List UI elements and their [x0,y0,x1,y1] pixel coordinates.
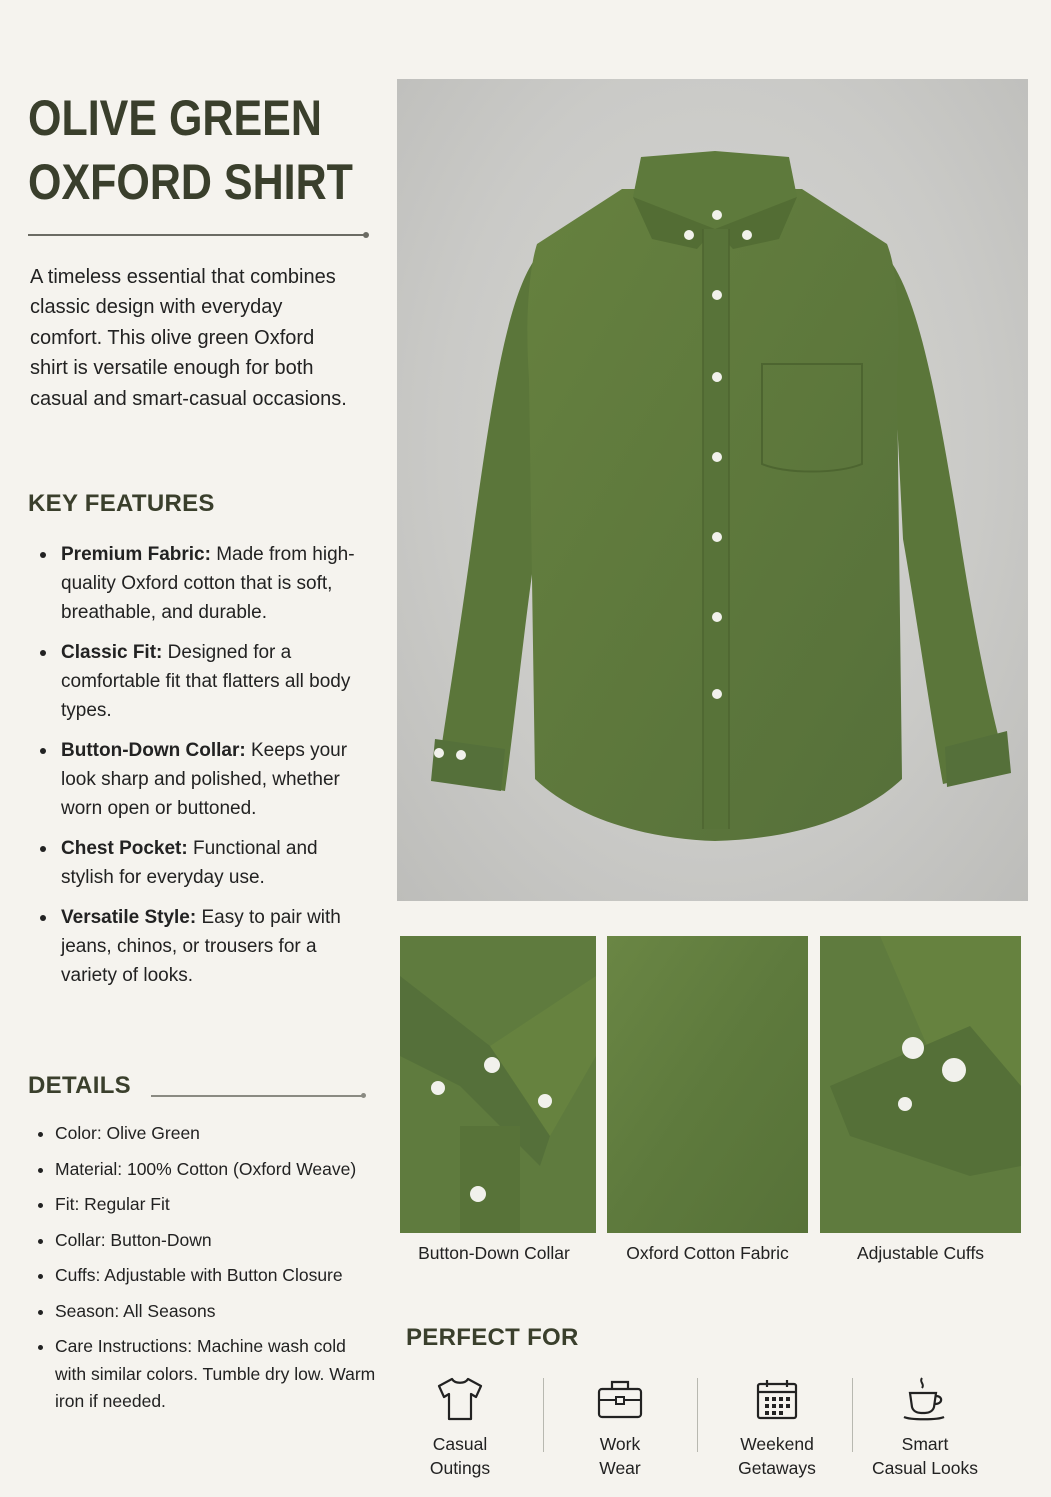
title-line-2: OXFORD SHIRT [28,154,353,210]
perfect-for-label: Work [599,1434,641,1454]
tshirt-icon [435,1376,485,1422]
perfect-for-heading: PERFECT FOR [406,1324,579,1351]
detail-item: Season: All Seasons [36,1298,376,1326]
feature-item [38,736,368,823]
briefcase-icon [595,1376,645,1422]
details-divider [151,1095,363,1097]
feature-label: Versatile Style: [61,907,197,928]
detail-item: Cuffs: Adjustable with Button Closure [36,1262,376,1290]
divider [852,1378,853,1452]
fabric-detail-image [607,936,808,1233]
feature-label: Chest Pocket: [61,838,188,859]
feature-item [38,540,368,627]
detail-item: Care Instructions: Machine wash cold with similar colors. Tumble dry low. Warm iron if needed. [36,1333,376,1416]
feature-label: Classic Fit: [61,642,163,663]
feature-text: Functional and stylish for everyday use. [61,838,318,888]
perfect-for-label: Casual [432,1434,488,1454]
detail-item: Fit: Regular Fit [36,1191,376,1219]
perfect-for-label: Smart [901,1434,949,1454]
product-description: A timeless essential that combines classic design with everyday comfort. This olive green Oxford shirt is versatile enough for both casual and smart-casual occasions. [30,266,347,410]
detail-item: Color: Olive Green [36,1120,376,1148]
perfect-for-label: Casual Looks [871,1458,979,1478]
divider [543,1378,544,1452]
feature-text: Designed for a comfortable fit that flatters all body types. [61,642,351,721]
page-title [28,86,389,214]
title-line-1: OLIVE GREEN [28,90,322,146]
detail-item: Collar: Button-Down [36,1227,376,1255]
cuff-detail-image [820,936,1021,1233]
key-features-list [38,540,368,1001]
feature-label: Button-Down Collar: [61,740,246,761]
divider [697,1378,698,1452]
perfect-for-label: Wear [599,1458,641,1478]
perfect-for-label: Getaways [738,1458,816,1478]
key-features-heading: KEY FEATURES [28,490,215,517]
details-list [36,1120,376,1424]
product-info [28,86,376,1411]
perfect-for-work [560,1376,680,1480]
collar-illustration [400,936,596,1233]
perfect-for-weekend [717,1376,837,1480]
shirt-main-image [397,79,1028,901]
shirt-illustration [397,79,1028,901]
detail-item: Material: 100% Cotton (Oxford Weave) [36,1156,376,1184]
caption-collar: Button-Down Collar [418,1243,570,1263]
perfect-for-label: Outings [429,1458,491,1478]
feature-item [38,903,368,990]
coffee-cup-icon [900,1376,950,1422]
caption-fabric: Oxford Cotton Fabric [626,1243,789,1263]
feature-item [38,638,368,725]
feature-text: Keeps your look sharp and polished, whether worn open or buttoned. [61,740,348,819]
feature-text: Easy to pair with jeans, chinos, or trousers for a variety of looks. [61,907,341,986]
feature-label: Premium Fabric: [61,544,211,565]
title-divider [28,234,366,236]
feature-item [38,834,368,892]
fabric-illustration [607,936,808,1233]
perfect-for-casual [400,1376,520,1480]
perfect-for-label: Weekend [740,1434,814,1454]
cuff-illustration [820,936,1021,1233]
details-heading: DETAILS [28,1072,131,1099]
calendar-icon [752,1376,802,1422]
feature-text: Made from high-quality Oxford cotton that is soft, breathable, and durable. [61,544,355,623]
perfect-for-smart-casual [865,1376,985,1480]
caption-cuffs: Adjustable Cuffs [856,1243,985,1263]
collar-detail-image [400,936,596,1233]
